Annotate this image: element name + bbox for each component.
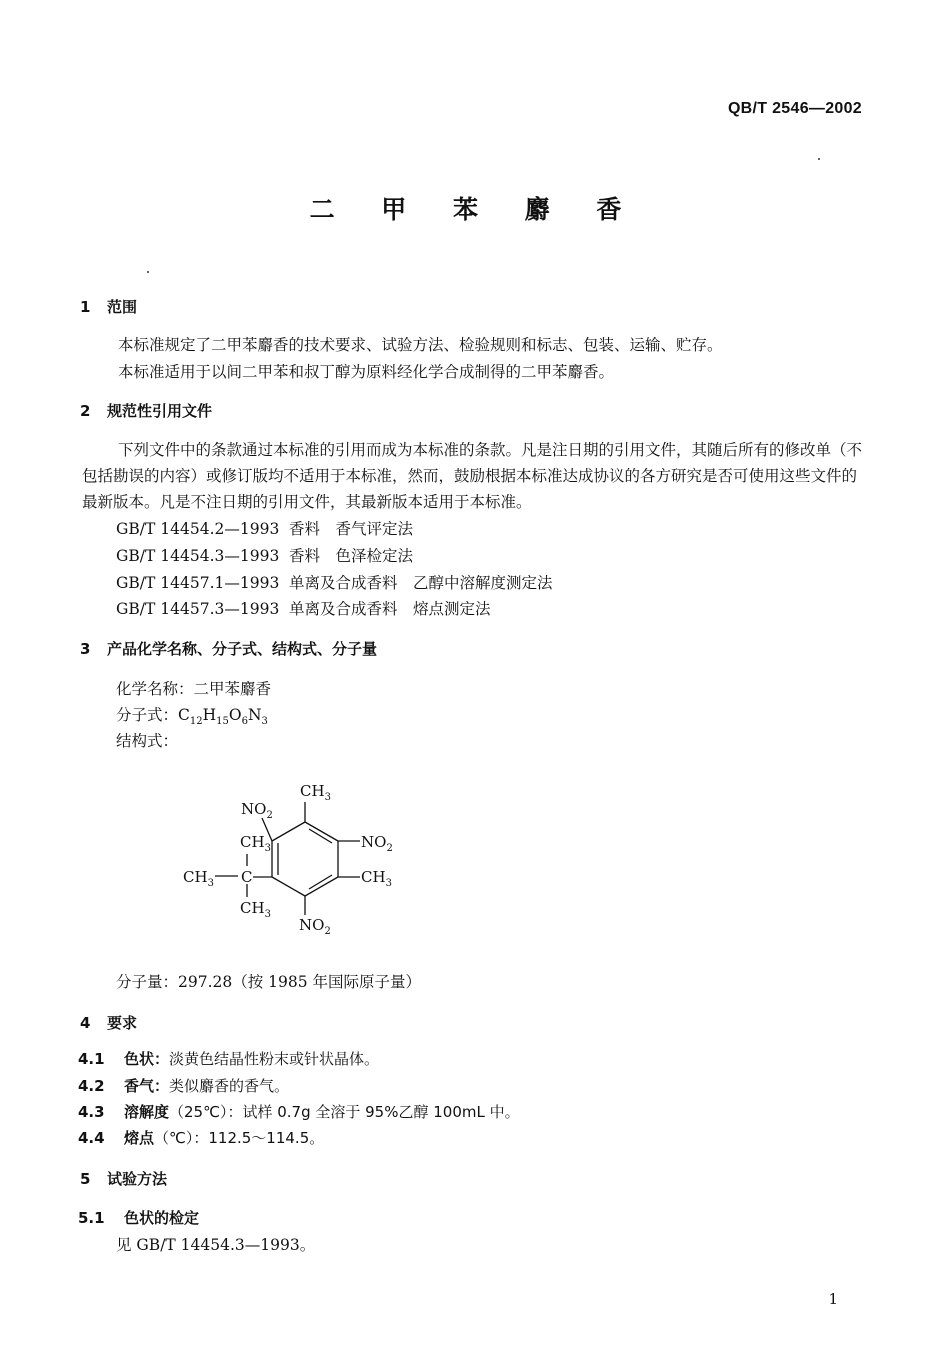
- nitro-upper-left: $NO_2$: [241, 800, 273, 821]
- item-label: 溶解度: [124, 1103, 170, 1121]
- structure-label: 结构式：: [116, 732, 179, 750]
- item-number: 4.2: [78, 1077, 105, 1095]
- tbutyl-central-carbon: C: [241, 868, 253, 886]
- requirement-item: [78, 1048, 379, 1069]
- formula-h-count: 15: [216, 716, 229, 728]
- requirement-item: [78, 1075, 289, 1096]
- formula-h: H: [202, 706, 217, 724]
- item-number: 4.3: [78, 1103, 105, 1121]
- section-1-paragraph: 本标准规定了二甲苯麝香的技术要求、试验方法、检验规则和标志、包装、运输、贮存。: [118, 336, 723, 354]
- item-text: 类似麝香的香气。: [169, 1077, 290, 1095]
- section-number: 5: [80, 1170, 91, 1188]
- formula-label: 分子式：: [116, 706, 179, 724]
- item-label: 香气：: [124, 1077, 170, 1095]
- item-text: （25℃）：试样 0.7g 全溶于 95%乙醇 100mL 中。: [169, 1103, 520, 1121]
- nitro-right: $NO_2$: [361, 833, 393, 854]
- benzene-ring: [272, 822, 338, 896]
- reference-code: GB/T 14457.3—1993: [116, 600, 280, 618]
- nitro-bottom: $NO_2$: [299, 916, 331, 937]
- molecular-weight: 分子量：297.28（按 1985 年国际原子量）: [116, 973, 422, 991]
- formula-o-count: 6: [241, 716, 248, 728]
- subsection-5-1-text: 见 GB/T 14454.3—1993。: [116, 1236, 316, 1254]
- item-number: 5.1: [78, 1209, 105, 1227]
- reference-title: 单离及合成香料 乙醇中溶解度测定法: [289, 574, 553, 592]
- formula-c-count: 12: [189, 716, 203, 728]
- reference-code: GB/T 14454.2—1993: [116, 520, 280, 538]
- tbutyl-methyl-left: $CH_3$: [183, 868, 214, 889]
- item-text: （℃）：112.5～114.5。: [154, 1129, 325, 1147]
- item-text: 淡黄色结晶性粉末或针状晶体。: [169, 1050, 380, 1068]
- formula-o: O: [228, 706, 242, 724]
- section-title: 产品化学名称、分子式、结构式、分子量: [107, 640, 378, 658]
- section-number: 4: [80, 1014, 91, 1032]
- section-5-heading: [80, 1168, 167, 1189]
- section-title: 规范性引用文件: [107, 402, 213, 420]
- section-number: 1: [80, 298, 91, 316]
- section-1-paragraph: 本标准适用于以间二甲苯和叔丁醇为原料经化学合成制得的二甲苯麝香。: [118, 363, 615, 381]
- tbutyl-methyl-top: $CH_3$: [240, 833, 271, 854]
- item-label: 色状的检定: [124, 1209, 200, 1227]
- formula-n-count: 3: [261, 716, 268, 728]
- section-title: 试验方法: [107, 1170, 168, 1188]
- reference-code: GB/T 14457.1—1993: [116, 574, 280, 592]
- section-number: 2: [80, 402, 91, 420]
- chemical-name-label: 化学名称：: [116, 680, 194, 698]
- item-number: 4.1: [78, 1050, 105, 1068]
- section-title: 范围: [107, 298, 138, 316]
- section-number: 3: [80, 640, 91, 658]
- reference-code: GB/T 14454.3—1993: [116, 547, 280, 565]
- document-title: 二 甲 苯 麝 香: [309, 195, 641, 224]
- section-2-paragraph: 下列文件中的条款通过本标准的引用而成为本标准的条款。凡是注日期的引用文件，其随后所有的修改单（不包括勘误的内容）或修订版均不适用于本标准，然而，鼓励根据本标准达成协议的各方研究是否可使用这些文件的最新版本。凡是不注日期的引用文件，其最新版本适用于本标准。: [82, 441, 863, 511]
- chemical-name-value: 二甲苯麝香: [193, 680, 272, 698]
- item-label: 熔点: [124, 1129, 155, 1147]
- formula-n: N: [247, 706, 262, 724]
- reference-title: 香料 色泽检定法: [289, 547, 414, 565]
- subsection-5-1-heading: [78, 1207, 199, 1228]
- methyl-right: $CH_3$: [361, 868, 392, 889]
- item-number: 4.4: [78, 1129, 105, 1147]
- methyl-top: $CH_3$: [300, 782, 331, 803]
- requirement-item: [78, 1101, 520, 1122]
- requirement-item: [78, 1127, 324, 1148]
- reference-title: 香料 香气评定法: [289, 520, 414, 538]
- standard-code: QB/T 2546—2002: [727, 100, 862, 117]
- section-4-heading: [80, 1012, 137, 1033]
- item-label: 色状：: [124, 1050, 170, 1068]
- reference-title: 单离及合成香料 熔点测定法: [289, 600, 491, 618]
- formula-c: C: [178, 706, 190, 724]
- tbutyl-methyl-bottom: $CH_3$: [240, 899, 271, 920]
- section-title: 要求: [107, 1014, 138, 1032]
- page-number: 1: [828, 1290, 838, 1308]
